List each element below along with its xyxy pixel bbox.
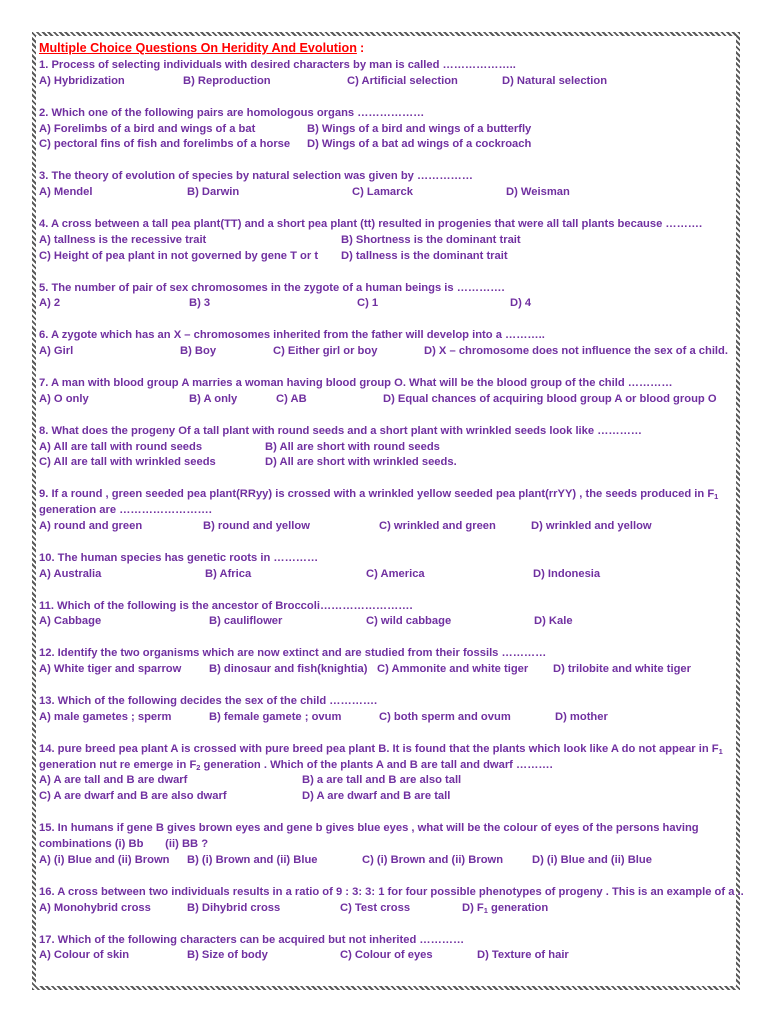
option-b: B) a are tall and B are also tall (302, 774, 462, 787)
question-9 (39, 487, 735, 535)
options-row (39, 901, 735, 917)
options-row (39, 74, 735, 90)
question-2 (39, 106, 735, 154)
option-b: B) cauliflower (209, 615, 283, 628)
option-b: B) Reproduction (183, 74, 271, 87)
option-d: D) Wings of a bat ad wings of a cockroach (307, 138, 532, 151)
option-a: A) A are tall and B are dwarf (39, 774, 188, 787)
question-text: 12. Identify the two organisms which are now extinct and are studied from their fossils ………… (39, 647, 547, 660)
option-d: D) Natural selection (502, 74, 608, 87)
title-colon: : (360, 41, 365, 55)
option-c: C) pectoral fins of fish and forelimbs of a horse (39, 138, 291, 151)
option-b: B) Boy (180, 345, 217, 358)
question-text: 9. If a round , green seeded pea plant(RRyy) is crossed with a wrinkled yellow seeded pea plant(rrYY) , the seeds produced in $F_1$ generation are ……………………. (39, 488, 719, 517)
question-text: 5. The number of pair of sex chromosomes in the zygote of a human beings is …………. (39, 281, 505, 294)
option-b: B) Darwin (187, 186, 240, 199)
options-row (39, 710, 735, 726)
option-d: D) 4 (510, 297, 532, 310)
option-c: C) Lamarck (352, 186, 413, 199)
question-text: 6. A zygote which has an X – chromosomes inherited from the father will develop into a ……….. (39, 329, 545, 342)
option-a: A) Cabbage (39, 615, 102, 628)
question-5 (39, 281, 735, 313)
options-row (39, 519, 735, 535)
option-a: A) Mendel (39, 186, 93, 199)
option-c: C) Colour of eyes (340, 949, 433, 962)
option-b: B) A only (189, 392, 238, 405)
question-text: 11. Which of the following is the ancestor of Broccoli……………………. (39, 599, 413, 612)
option-b: B) round and yellow (203, 520, 310, 533)
option-c: C) AB (276, 392, 307, 405)
options-row (39, 614, 735, 630)
question-17 (39, 933, 735, 965)
question-11 (39, 599, 735, 631)
options-row (39, 853, 735, 869)
question-text: 3. The theory of evolution of species by natural selection was given by …………… (39, 170, 473, 183)
options-row (39, 440, 735, 456)
options-row (39, 137, 735, 153)
question-text: 1. Process of selecting individuals with desired characters by man is called ……………….. (39, 58, 516, 71)
option-a: A) Forelimbs of a bird and wings of a bat (39, 122, 256, 135)
option-c: C) 1 (357, 297, 379, 310)
option-b: B) Africa (205, 567, 252, 580)
option-a: A) (i) Blue and (ii) Brown (39, 854, 170, 866)
option-c: C) Either girl or boy (273, 345, 378, 358)
option-b: B) All are short with round seeds (265, 440, 440, 453)
option-c: C) Height of pea plant in not governed by gene T or t (39, 249, 319, 262)
question-text: 2. Which one of the following pairs are homologous organs ……………… (39, 106, 425, 119)
option-d: D) wrinkled and yellow (531, 520, 652, 533)
question-10 (39, 551, 735, 583)
option-a: A) round and green (39, 520, 143, 533)
options-row (39, 344, 735, 360)
question-6 (39, 328, 735, 360)
option-c: C) A are dwarf and B are also dwarf (39, 790, 227, 803)
question-8 (39, 424, 735, 472)
question-text: 4. A cross between a tall pea plant(TT) and a short pea plant (tt) resulted in progenies that were all tall plants because ………. (39, 217, 703, 230)
question-3 (39, 169, 735, 201)
option-a: A) 2 (39, 297, 61, 310)
question-text: 7. A man with blood group A marries a woman having blood group O. What will be the blood group of the child ………… (39, 376, 673, 389)
option-d: D) (i) Blue and (ii) Blue (532, 854, 652, 866)
option-a: A) All are tall with round seeds (39, 440, 203, 453)
option-a: A) Australia (39, 567, 102, 580)
question-text: 13. Which of the following decides the sex of the child …………. (39, 694, 378, 707)
page-title: Multiple Choice Questions On Heridity And Evolution (39, 41, 357, 55)
option-a: A) O only (39, 392, 89, 405)
option-d: D) Weisman (506, 186, 570, 199)
question-14 (39, 742, 735, 806)
option-c: C) wild cabbage (366, 615, 452, 628)
option-a: A) Girl (39, 345, 74, 358)
question-text: 10. The human species has genetic roots in ………… (39, 551, 319, 564)
option-d: D) Indonesia (533, 567, 601, 580)
question-text: 17. Which of the following characters can be acquired but not inherited ………… (39, 933, 465, 946)
options-row (39, 233, 735, 249)
option-c: C) (i) Brown and (ii) Brown (362, 854, 504, 866)
options-row (39, 662, 735, 678)
options-row (39, 567, 735, 583)
option-c: C) both sperm and ovum (379, 710, 511, 723)
options-row (39, 948, 735, 964)
option-b: B) Size of body (187, 949, 268, 962)
options-row (39, 789, 735, 805)
option-d: D) $F_1$ generation (462, 901, 549, 915)
worksheet-content (39, 40, 744, 980)
option-d: D) Kale (534, 615, 573, 628)
option-c: C) Artificial selection (347, 74, 458, 87)
option-a: A) White tiger and sparrow (39, 663, 182, 676)
option-d: D) A are dwarf and B are tall (302, 790, 451, 803)
option-c: C) wrinkled and green (379, 520, 496, 533)
question-7 (39, 376, 735, 408)
option-d: D) Equal chances of acquiring blood group A or blood group O (383, 392, 717, 405)
question-text: 16. A cross between two individuals results in a ratio of 9 : 3: 3: 1 for four possible phenotypes of progeny . This is an example of a .. (39, 885, 744, 898)
option-a: A) Monohybrid cross (39, 901, 151, 914)
option-c: C) All are tall with wrinkled seeds (39, 456, 216, 469)
question-1 (39, 58, 735, 90)
options-row (39, 249, 735, 265)
option-c: C) Ammonite and white tiger (377, 663, 529, 676)
option-d: D) tallness is the dominant trait (341, 249, 508, 262)
option-d: D) Texture of hair (477, 949, 569, 962)
option-d: D) All are short with wrinkled seeds. (265, 456, 457, 469)
option-b: B) Shortness is the dominant trait (341, 233, 521, 246)
option-b: B) Wings of a bird and wings of a butterfly (307, 122, 532, 135)
question-text: 15. In humans if gene B gives brown eyes and gene b gives blue eyes , what will be the colour of eyes of the persons having combinations (i) Bb (ii) BB ? (39, 822, 702, 851)
question-13 (39, 694, 735, 726)
option-b: B) 3 (189, 297, 211, 310)
option-a: A) Hybridization (39, 74, 125, 87)
option-d: D) trilobite and white tiger (553, 663, 691, 676)
worksheet-header (39, 40, 735, 58)
option-a: A) Colour of skin (39, 949, 130, 962)
question-12 (39, 646, 735, 678)
options-row (39, 773, 735, 789)
options-row (39, 185, 735, 201)
question-15 (39, 821, 735, 869)
options-row (39, 296, 735, 312)
question-text: 14. pure breed pea plant A is crossed with pure breed pea plant B. It is found that the plants which look like A do not appear in $F_1$ generation nut re emerge in $F_2$ generation . Which of the plants A and B are tall and dwarf ………. (39, 742, 723, 772)
option-b: B) female gamete ; ovum (209, 710, 342, 723)
option-d: D) X – chromosome does not influence the sex of a child. (424, 345, 728, 358)
option-c: C) America (366, 567, 425, 580)
option-b: B) Dihybrid cross (187, 901, 281, 914)
option-b: B) dinosaur and fish(knightia) (209, 663, 368, 676)
option-a: A) tallness is the recessive trait (39, 233, 207, 246)
options-row (39, 392, 735, 408)
option-b: B) (i) Brown and (ii) Blue (187, 854, 318, 866)
option-a: A) male gametes ; sperm (39, 710, 172, 723)
options-row (39, 455, 735, 471)
question-text: 8. What does the progeny Of a tall plant with round seeds and a short plant with wrinkled seeds look like ………… (39, 424, 642, 437)
question-4 (39, 217, 735, 265)
option-c: C) Test cross (340, 901, 411, 914)
question-16 (39, 885, 744, 917)
options-row (39, 122, 735, 138)
option-d: D) mother (555, 710, 608, 723)
